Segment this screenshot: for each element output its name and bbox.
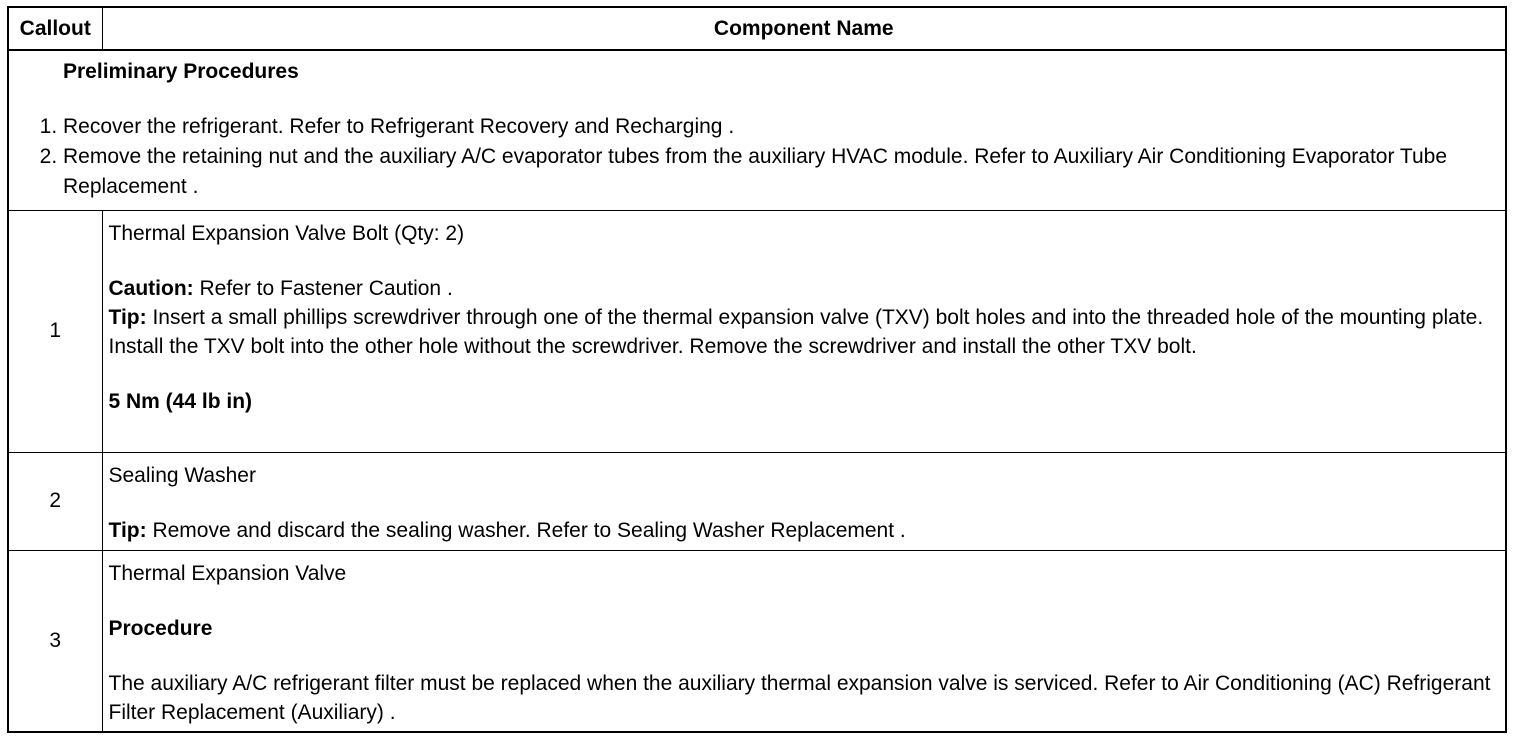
tip-label: Tip: (108, 518, 147, 542)
table-header-row (8, 7, 1506, 50)
callout-number: 2 (8, 452, 102, 550)
component-name: Thermal Expansion Valve Bolt (Qty: 2) (108, 221, 465, 245)
torque-spec (109, 387, 1498, 416)
preliminary-title: Preliminary Procedures (63, 60, 299, 83)
caution-label: Caution: (108, 276, 194, 300)
tip-note (109, 516, 1498, 545)
preliminary-procedures (8, 50, 1506, 210)
callout-number: 3 (8, 550, 102, 732)
table-row (8, 550, 1506, 732)
preliminary-step: 1. Recover the refrigerant. Refer to Refrigerant Recovery and Recharging . (63, 112, 1495, 142)
tip-text: Remove and discard the sealing washer. Refer to Sealing Washer Replacement . (146, 518, 906, 542)
caution-text: Refer to Fastener Caution . (193, 276, 453, 300)
component-name: Thermal Expansion Valve (108, 561, 347, 585)
component-name-header: Component Name (102, 7, 1506, 50)
tip-note (109, 303, 1498, 361)
component-cell (102, 210, 1506, 452)
preliminary-row (8, 50, 1506, 210)
tip-label: Tip: (108, 305, 147, 329)
component-table (7, 6, 1507, 733)
torque-value: 5 Nm (44 lb in) (108, 389, 253, 413)
preliminary-step: 2. Remove the retaining nut and the auxiliary A/C evaporator tubes from the auxiliary HVAC module. Refer to Auxiliary Air Conditioning Evaporator Tube Replacement . (63, 142, 1495, 202)
table-row (8, 210, 1506, 452)
procedure-heading (109, 614, 1498, 643)
preliminary-steps (13, 112, 1495, 202)
component-name: Sealing Washer (108, 463, 256, 487)
tip-text: Insert a small phillips screwdriver through one of the thermal expansion valve (TXV) bolt holes and into the threaded hole of the mounting plate. Install the TXV bolt into the other hole without the screwdriver. Remove the screwdriver and install the other TXV bolt. (108, 305, 1484, 358)
table-row (8, 452, 1506, 550)
procedure-text: The auxiliary A/C refrigerant filter must be replaced when the auxiliary thermal expansion valve is serviced. Refer to Air Conditioning (AC) Refrigerant Filter Replacement (Auxiliary) . (108, 671, 1491, 724)
procedure-label: Procedure (108, 616, 213, 640)
caution-note (109, 274, 1498, 303)
callout-header: Callout (8, 7, 102, 50)
component-cell (102, 452, 1506, 550)
component-cell (102, 550, 1506, 732)
callout-number: 1 (8, 210, 102, 452)
